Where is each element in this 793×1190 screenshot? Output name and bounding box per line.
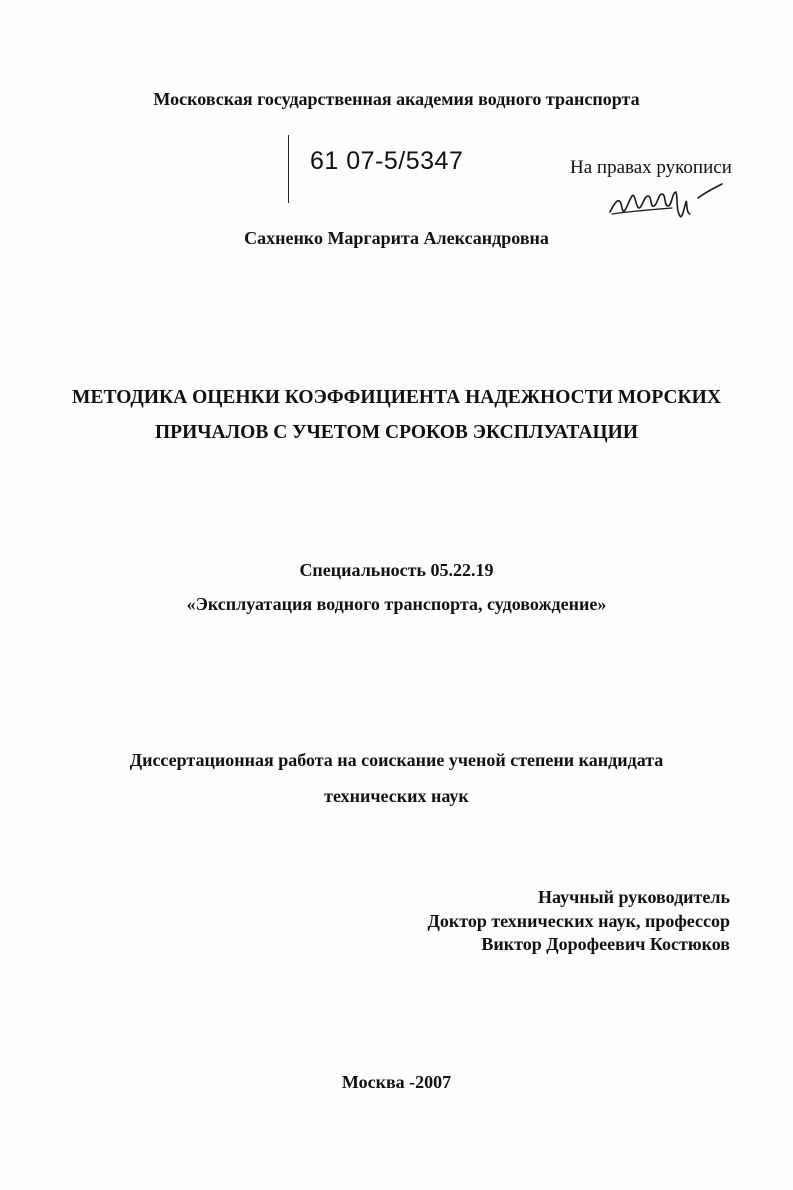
institution-name: Московская государственная академия водного транспорта — [153, 89, 640, 109]
catalog-number: 61 07-5/5347 — [310, 147, 464, 175]
thesis-title-line-2: ПРИЧАЛОВ С УЧЕТОМ СРОКОВ ЭКСПЛУАТАЦИИ — [155, 422, 638, 443]
handwritten-signature-icon — [606, 178, 726, 228]
place-and-year: Москва -2007 — [341, 1072, 452, 1092]
specialty-code: Специальность 05.22.19 — [299, 560, 494, 580]
supervisor-name: Виктор Дорофеевич Костюков — [481, 934, 730, 954]
author-name: Сахненко Маргарита Александровна — [244, 228, 549, 248]
supervisor-role: Научный руководитель — [538, 887, 730, 907]
degree-line-1: Диссертационная работа на соискание ученой степени кандидата — [129, 750, 664, 770]
degree-line-2: технических наук — [324, 786, 469, 806]
thesis-title-line-1: МЕТОДИКА ОЦЕНКИ КОЭФФИЦИЕНТА НАДЕЖНОСТИ МОРСКИХ — [72, 387, 721, 408]
supervisor-degree: Доктор технических наук, профессор — [427, 911, 730, 931]
stamp-margin-line — [288, 135, 289, 203]
rights-note: На правах рукописи — [570, 157, 732, 178]
specialty-name: «Эксплуатация водного транспорта, судовождение» — [186, 594, 607, 614]
